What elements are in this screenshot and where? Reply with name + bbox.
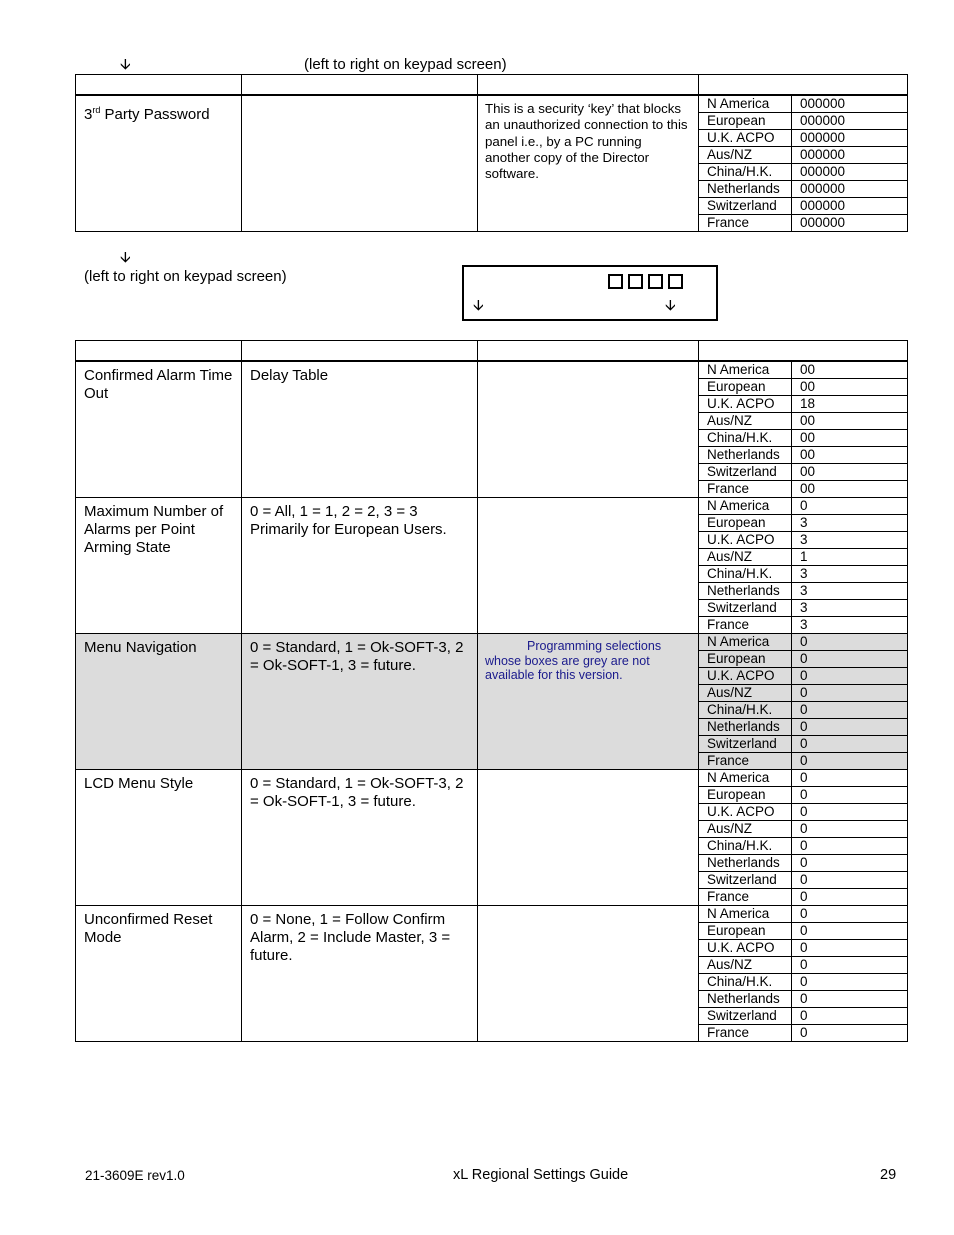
region-row: Netherlands 0 — [699, 855, 907, 872]
region-row: Aus/NZ 0 — [699, 821, 907, 838]
region-values-table — [699, 96, 907, 231]
region-row: China/H.K. 0 — [699, 838, 907, 855]
down-arrow-icon: 🡫 — [120, 55, 131, 73]
region-row: U.K. ACPO 3 — [699, 532, 907, 549]
regional-defaults — [699, 906, 908, 1042]
region-row: Switzerland 00 — [699, 464, 907, 481]
setting-description — [478, 906, 699, 1042]
region-row: European 000000 — [699, 113, 907, 130]
regional-defaults — [699, 95, 908, 232]
region-row: N America 000000 — [699, 96, 907, 113]
region-row: Switzerland 000000 — [699, 198, 907, 215]
region-row: China/H.K. 0 — [699, 974, 907, 991]
table-row — [76, 498, 908, 634]
region-row: U.K. ACPO 18 — [699, 396, 907, 413]
region-row: China/H.K. 00 — [699, 430, 907, 447]
table-row — [76, 906, 908, 1042]
setting-range: 0 = All, 1 = 1, 2 = 2, 3 = 3 Primarily for European Users. — [242, 498, 478, 634]
setting-description — [478, 770, 699, 906]
region-row: China/H.K. 0 — [699, 702, 907, 719]
region-row: China/H.K. 000000 — [699, 164, 907, 181]
down-arrow-icon: 🡫 — [120, 248, 131, 266]
table-row — [76, 95, 908, 232]
region-row: U.K. ACPO 0 — [699, 804, 907, 821]
region-row: Switzerland 3 — [699, 600, 907, 617]
region-row: N America 0 — [699, 770, 907, 787]
down-arrow-icon: 🡫 — [665, 296, 676, 314]
region-row: European 00 — [699, 379, 907, 396]
region-row: Netherlands 00 — [699, 447, 907, 464]
keypad-hint: (left to right on keypad screen) — [84, 268, 287, 285]
keypad-hint: (left to right on keypad screen) — [304, 56, 507, 73]
setting-name: Menu Navigation — [76, 634, 242, 770]
grey-boxes-note: Programming selections whose boxes are grey are not available for this version. — [478, 634, 699, 770]
region-row: China/H.K. 3 — [699, 566, 907, 583]
regional-defaults — [699, 498, 908, 634]
region-row: Netherlands 3 — [699, 583, 907, 600]
region-row: France 3 — [699, 617, 907, 634]
region-row: Aus/NZ 0 — [699, 685, 907, 702]
setting-name: LCD Menu Style — [76, 770, 242, 906]
region-row: Netherlands 0 — [699, 991, 907, 1008]
region-row: European 0 — [699, 651, 907, 668]
setting-name: Unconfirmed Reset Mode — [76, 906, 242, 1042]
char-box-icon — [668, 274, 683, 289]
region-row: U.K. ACPO 0 — [699, 668, 907, 685]
region-row: U.K. ACPO 000000 — [699, 130, 907, 147]
table-header-row — [76, 75, 908, 96]
page-number: 29 — [880, 1167, 897, 1183]
region-row: N America 0 — [699, 906, 907, 923]
region-row: Switzerland 0 — [699, 1008, 907, 1025]
setting-name: 3rd Party Password — [76, 95, 242, 232]
region-row: Aus/NZ 0 — [699, 957, 907, 974]
setting-range: 0 = Standard, 1 = Ok-SOFT-3, 2 = Ok-SOFT-1, 3 = future. — [242, 770, 478, 906]
table-third-party-password — [75, 74, 908, 232]
setting-name: Maximum Number of Alarms per Point Arming State — [76, 498, 242, 634]
table-row — [76, 361, 908, 498]
region-row: Aus/NZ 00 — [699, 413, 907, 430]
region-row: European 3 — [699, 515, 907, 532]
regional-defaults — [699, 634, 908, 770]
region-row: Aus/NZ 000000 — [699, 147, 907, 164]
region-row: Aus/NZ 1 — [699, 549, 907, 566]
region-values-table — [699, 498, 907, 633]
setting-name: Confirmed Alarm Time Out — [76, 361, 242, 498]
region-values-table — [699, 634, 907, 769]
setting-range: 0 = None, 1 = Follow Confirm Alarm, 2 = Include Master, 3 = future. — [242, 906, 478, 1042]
doc-number: 21-3609E rev1.0 — [85, 1168, 185, 1183]
table-row-disabled — [76, 634, 908, 770]
region-row: Switzerland 0 — [699, 872, 907, 889]
region-row: N America 0 — [699, 634, 907, 651]
region-row: European 0 — [699, 787, 907, 804]
char-box-icon — [648, 274, 663, 289]
keypad-char-boxes — [608, 274, 688, 294]
regional-defaults — [699, 770, 908, 906]
regional-defaults — [699, 361, 908, 498]
region-row: Netherlands 000000 — [699, 181, 907, 198]
keypad-display — [462, 265, 718, 321]
setting-description — [478, 361, 699, 498]
region-row: Switzerland 0 — [699, 736, 907, 753]
region-row: France 0 — [699, 1025, 907, 1042]
table-alarm-settings — [75, 340, 908, 1042]
down-arrow-icon: 🡫 — [473, 296, 484, 314]
region-row: N America 0 — [699, 498, 907, 515]
char-box-icon — [608, 274, 623, 289]
region-values-table — [699, 770, 907, 905]
setting-description: This is a security ‘key’ that blocks an unauthorized connection to this panel i.e., by a PC running another copy of the Director software. — [478, 95, 699, 232]
region-row: European 0 — [699, 923, 907, 940]
region-row: France 00 — [699, 481, 907, 498]
region-row: France 0 — [699, 753, 907, 770]
region-row: France 000000 — [699, 215, 907, 232]
region-values-table — [699, 362, 907, 497]
region-values-table — [699, 906, 907, 1041]
region-row: N America 00 — [699, 362, 907, 379]
setting-range: 0 = Standard, 1 = Ok-SOFT-3, 2 = Ok-SOFT-1, 3 = future. — [242, 634, 478, 770]
region-row: France 0 — [699, 889, 907, 906]
region-row: Netherlands 0 — [699, 719, 907, 736]
table-row — [76, 770, 908, 906]
setting-range — [242, 95, 478, 232]
setting-description — [478, 498, 699, 634]
region-row: U.K. ACPO 0 — [699, 940, 907, 957]
doc-title: xL Regional Settings Guide — [453, 1167, 629, 1183]
table-header-row — [76, 341, 908, 362]
setting-range: Delay Table — [242, 361, 478, 498]
char-box-icon — [628, 274, 643, 289]
